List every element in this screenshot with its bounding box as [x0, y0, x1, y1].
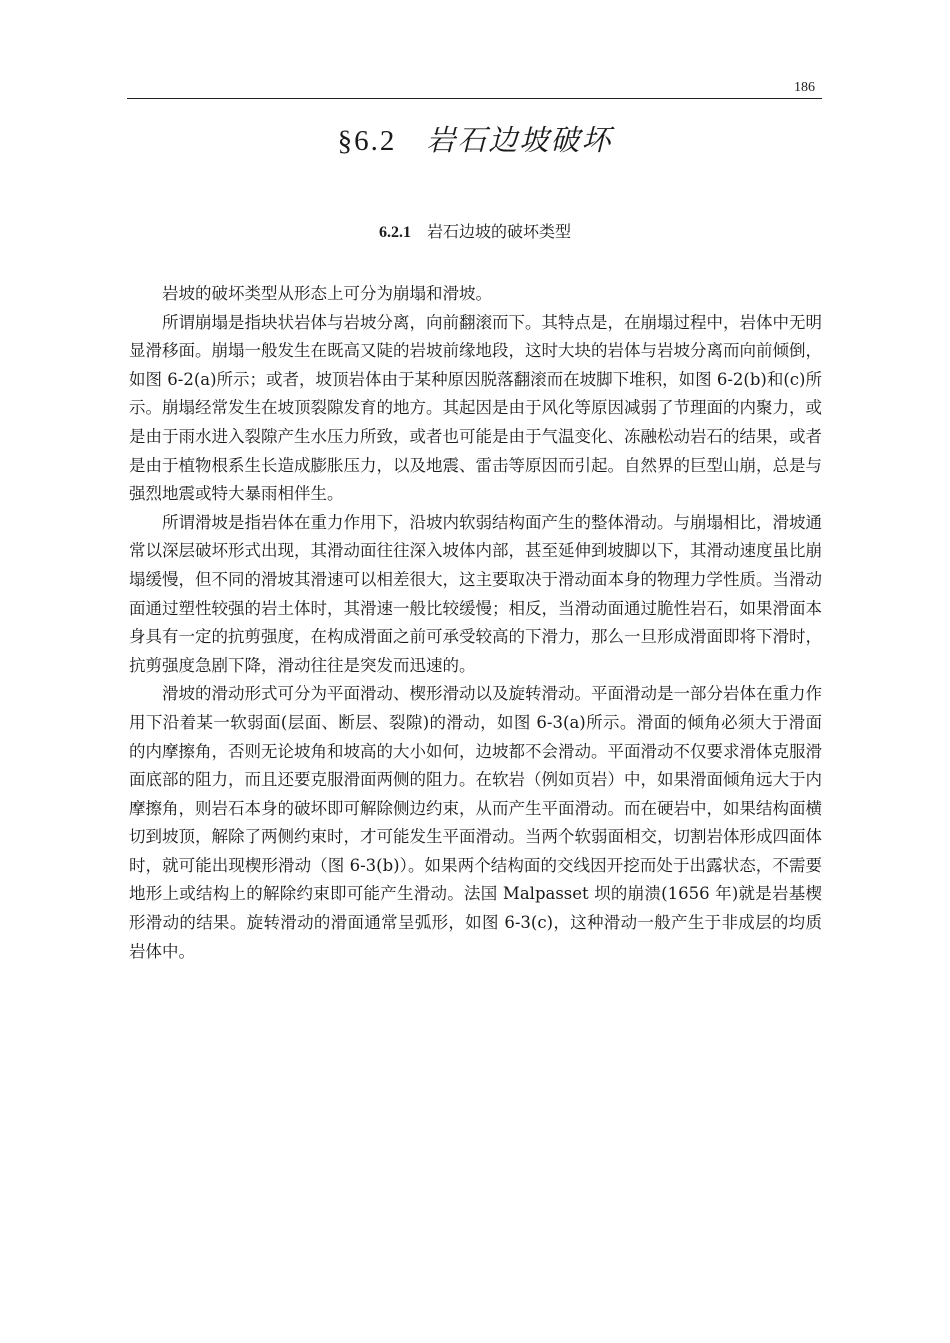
paragraph-1: 岩坡的破坏类型从形态上可分为崩塌和滑坡。 [162, 284, 492, 303]
paragraph-3: 所谓滑坡是指岩体在重力作用下，沿坡内软弱结构面产生的整体滑动。与崩塌相比，滑坡通常以深层破坏形式出现，其滑动面往往深入坡体内部，甚至延伸到坡脚以下，其滑动速度虽比崩塌缓慢，但不同的滑坡其滑速可以相差很大，这主要取决于滑动面本身的物理力学性质。当滑动面通过塑性较强的岩土体时，其滑速一般比较缓慢；相反，当滑动面通过脆性岩石，如果滑面本身具有一定的抗剪强度，在构成滑面之前可承受较高的下滑力，那么一旦形成滑面即将下滑时，抗剪强度急剧下降，滑动往往是突发而迅速的。 [129, 512, 822, 675]
section-heading [0, 118, 950, 159]
subsection-title-text: 岩石边坡的破坏类型 [426, 222, 571, 241]
paragraph-2: 所谓崩塌是指块状岩体与岩坡分离，向前翻滚而下。其特点是，在崩塌过程中，岩体中无明显滑移面。崩塌一般发生在既高又陡的岩坡前缘地段，这时大块的岩体与岩坡分离而向前倾倒，如图 6-2(a)所示；或者，坡顶岩体由于某种原因脱落翻滚而在坡脚下堆积，如图 6-2(b)和(c)所示。崩塌经常发生在坡顶裂隙发育的地方。其起因是由于风化等原因减弱了节理面的内聚力，或是由于雨水进入裂隙产生水压力所致，或者也可能是由于气温变化、冻融松动岩石的结果，或者是由于植物根系生长造成膨胀压力，以及地震、雷击等原因而引起。自然界的巨型山崩，总是与强烈地震或特大暴雨相伴生。 [129, 312, 822, 504]
body-text [129, 280, 822, 966]
subsection-heading [0, 219, 950, 242]
header-rule [127, 98, 822, 99]
section-title-text: 岩石边坡破坏 [426, 123, 613, 157]
section-number: §6.2 [337, 125, 397, 157]
subsection-number: 6.2.1 [378, 224, 411, 241]
paragraph-4: 滑坡的滑动形式可分为平面滑动、楔形滑动以及旋转滑动。平面滑动是一部分岩体在重力作用下沿着某一软弱面(层面、断层、裂隙)的滑动，如图 6-3(a)所示。滑面的倾角必须大于滑面的内摩擦角，否则无论坡角和坡高的大小如何，边坡都不会滑动。平面滑动不仅要求滑体克服滑面底部的阻力，而且还要克服滑面两侧的阻力。在软岩（例如页岩）中，如果滑面倾角远大于内摩擦角，则岩石本身的破坏即可解除侧边约束，从而产生平面滑动。而在硬岩中，如果结构面横切到坡顶，解除了两侧约束时，才可能发生平面滑动。当两个软弱面相交，切割岩体形成四面体时，就可能出现楔形滑动（图 6-3(b)）。如果两个结构面的交线因开挖而处于出露状态，不需要地形上或结构上的解除约束即可能产生滑动。法国 Malpasset 坝的崩溃(1656 年)就是岩基楔形滑动的结果。旋转滑动的滑面通常呈弧形，如图 6-3(c)，这种滑动一般产生于非成层的均质岩体中。 [129, 684, 822, 961]
page-number: 186 [794, 80, 815, 95]
